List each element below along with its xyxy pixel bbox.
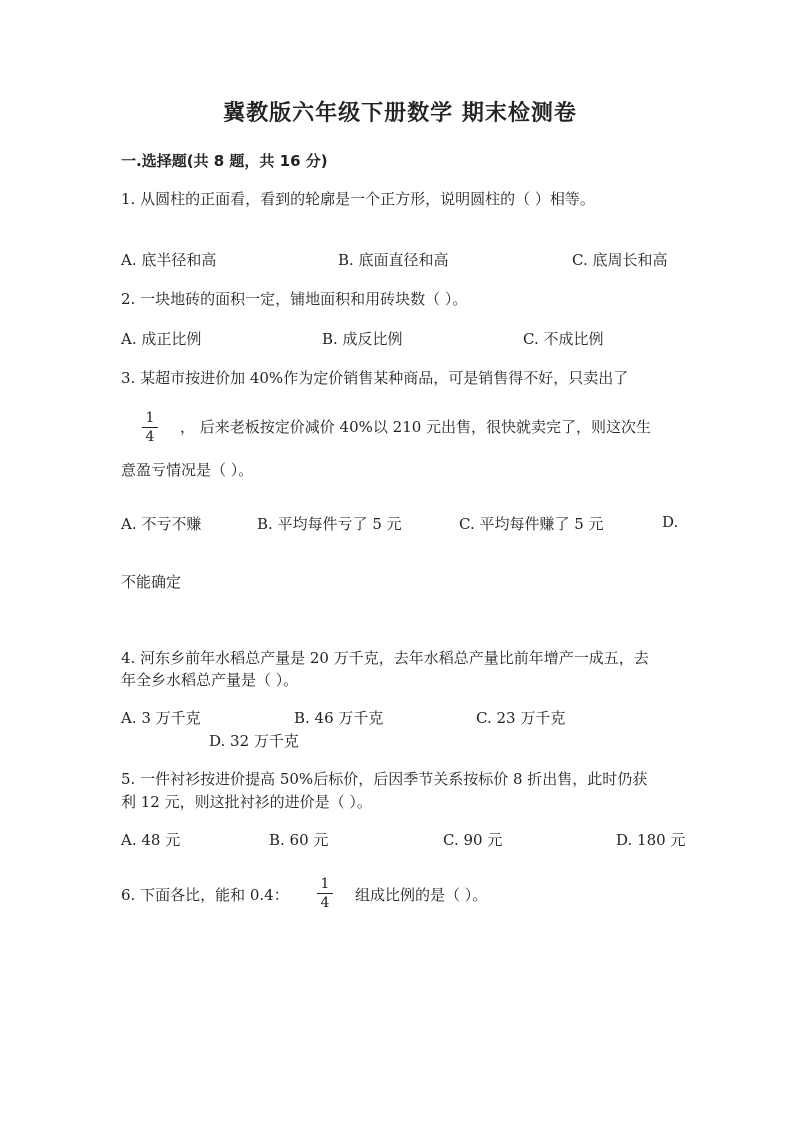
question-6-stem-pre: 6. 下面各比，能和 0.4： — [121, 886, 289, 904]
q2-option-c: C. 不成比例 — [523, 330, 604, 348]
question-6-stem-post: 组成比例的是（ ）。 — [355, 886, 488, 904]
q5-option-b: B. 60 元 — [269, 831, 329, 849]
q3-option-d-label: D. — [662, 513, 679, 531]
fraction-denominator: 4 — [320, 895, 330, 911]
page-title: 冀教版六年级下册数学 期末检测卷 — [223, 101, 577, 126]
question-4-stem-line2: 年全乡水稻总产量是（ ）。 — [121, 671, 299, 689]
question-1-stem: 1. 从圆柱的正面看，看到的轮廓是一个正方形，说明圆柱的（ ）相等。 — [121, 190, 595, 208]
q4-option-a: A. 3 万千克 — [121, 709, 201, 727]
question-3-stem-line2: ， 后来老板按定价减价 40%以 210 元出售，很快就卖完了，则这次生 — [180, 418, 652, 436]
q1-option-c: C. 底周长和高 — [572, 251, 668, 269]
question-4-stem-line1: 4. 河东乡前年水稻总产量是 20 万千克，去年水稻总产量比前年增产一成五，去 — [121, 649, 649, 667]
question-3-stem-line3: 意盈亏情况是（ ）。 — [121, 461, 254, 479]
section-heading: 一.选择题(共 8 题，共 16 分) — [121, 152, 328, 170]
question-5-stem-line2: 利 12 元，则这批衬衫的进价是（ ）。 — [121, 793, 372, 811]
question-2-stem: 2. 一块地砖的面积一定，铺地面积和用砖块数（ ）。 — [121, 290, 468, 308]
fraction-numerator: 1 — [320, 876, 330, 892]
q3-option-d-text: 不能确定 — [121, 573, 182, 591]
q3-option-a: A. 不亏不赚 — [121, 515, 202, 533]
fraction-denominator: 4 — [145, 429, 155, 445]
q3-option-c: C. 平均每件赚了 5 元 — [459, 515, 604, 533]
q4-option-b: B. 46 万千克 — [294, 709, 384, 727]
q3-option-b: B. 平均每件亏了 5 元 — [257, 515, 402, 533]
q5-option-c: C. 90 元 — [443, 831, 503, 849]
q2-option-b: B. 成反比例 — [322, 330, 403, 348]
question-5-stem-line1: 5. 一件衬衫按进价提高 50%后标价，后因季节关系按标价 8 折出售，此时仍获 — [121, 770, 648, 788]
fraction-one-quarter — [316, 877, 334, 910]
q5-option-a: A. 48 元 — [121, 831, 181, 849]
q2-option-a: A. 成正比例 — [121, 330, 202, 348]
fraction-numerator: 1 — [145, 410, 155, 426]
question-3-stem-line1: 3. 某超市按进价加 40%作为定价销售某种商品，可是销售得不好，只卖出了 — [121, 369, 629, 387]
q4-option-d: D. 32 万千克 — [209, 732, 299, 750]
q1-option-a: A. 底半径和高 — [121, 251, 217, 269]
fraction-one-quarter — [141, 411, 159, 444]
q5-option-d: D. 180 元 — [616, 831, 686, 849]
q4-option-c: C. 23 万千克 — [476, 709, 566, 727]
q1-option-b: B. 底面直径和高 — [338, 251, 449, 269]
